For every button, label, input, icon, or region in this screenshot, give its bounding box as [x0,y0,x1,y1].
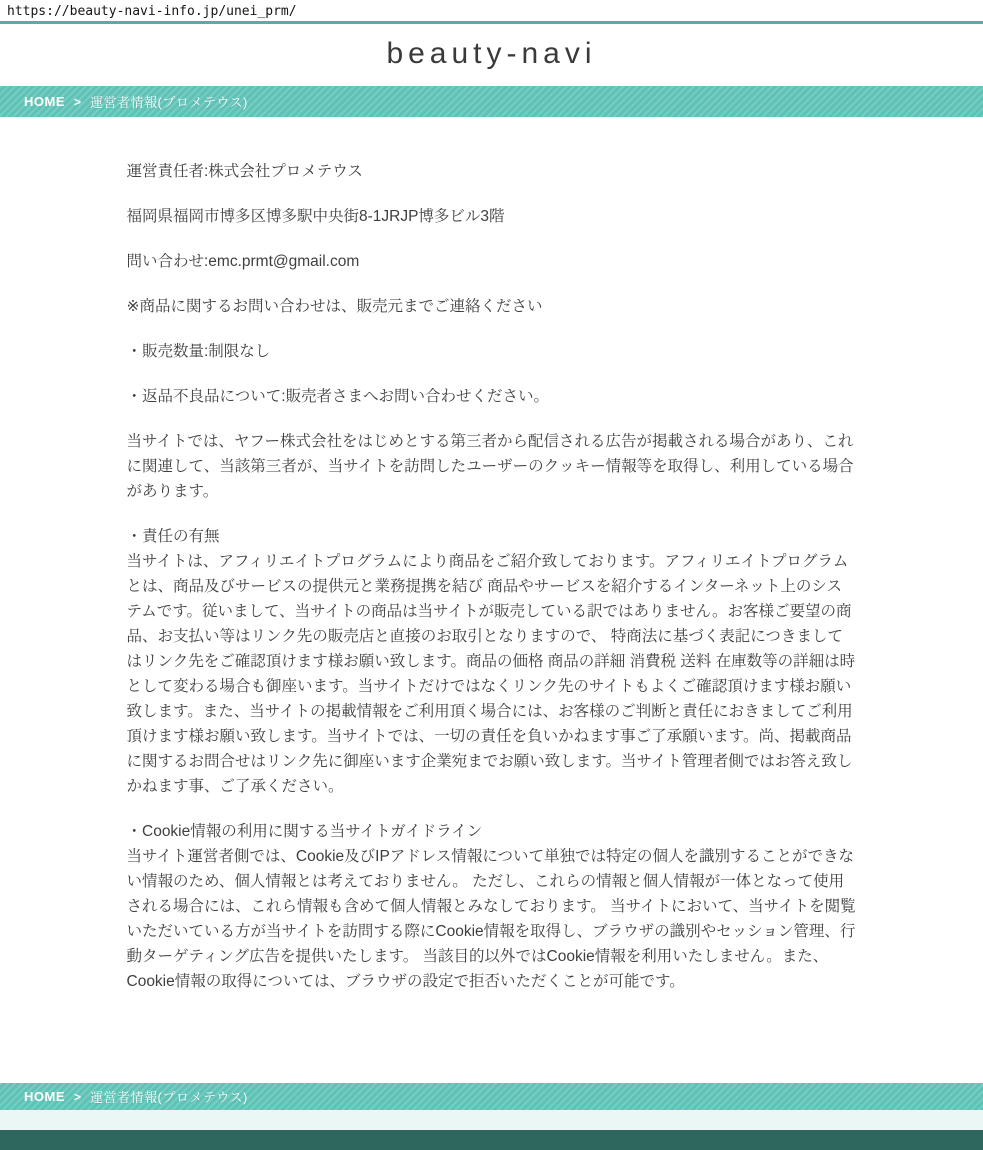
main-content [127,159,857,1014]
returns-line: ・返品不良品について:販売者さまへお問い合わせください。 [126,388,549,405]
cookie-body: 当サイト運営者側では、Cookie及びIPアドレス情報について単独では特定の個人を識別することができない情報のため、個人情報とは考えておりません。 ただし、これらの情報と個人情報が一体となって使用される場合には、これら情報も含めて個人情報とみなしております。 当サイトにおいて、当サイトを閲覧いただいている方が当サイトを訪問する際にCookie情報を取得し、ブラウザの識別やセッション管理、行動ターゲティング広告を提供いたします。 当該目的以外ではCookie情報を利用いたしません。また、Cookie情報の取得については、ブラウザの設定で拒否いただくことが可能です。 [126,848,856,990]
footer-bar [0,1130,983,1150]
footer-light-strip [0,1110,983,1130]
cookie-paragraph [127,819,857,994]
product-inquiry-note: ※商品に関するお問い合わせは、販売元までご連絡ください [126,298,543,315]
breadcrumb-bottom [0,1083,983,1110]
contact-line: 問い合わせ:emc.prmt@gmail.com [126,253,360,270]
liability-paragraph [127,524,857,799]
address-line: 福岡県福岡市博多区博多駅中央街8-1JRJP博多ビル3階 [126,208,505,225]
operator-line: 運営責任者:株式会社プロメテウス [126,163,363,180]
breadcrumb-separator-icon: > [74,94,82,109]
liability-body: 当サイトは、アフィリエイトプログラムにより商品をご紹介致しております。アフィリエイトプログラムとは、商品及びサービスの提供元と業務提携を結び 商品やサービスを紹介するインターネット上のシステムです。従いまして、当サイトの商品は当サイトが販売している訳ではありません。お客様ご要望の商品、お支払い等はリンク先の販売店と直接のお取引となりますので、 特商法に基づく表記につきましてはリンク先をご確認頂けます様お願い致します。商品の価格 商品の詳細 消費税 送料 在庫数等の詳細は時として変わる場合も御座います。当サイトだけではなくリンク先のサイトもよくご確認頂けます様お願い致します。また、当サイトの掲載情報をご利用頂く場合には、お客様のご判断と責任におきましてご利用頂けます様お願い致します。当サイトでは、一切の責任を負いかねます事ご了承願います。尚、掲載商品に関するお問合せはリンク先に御座います企業宛までお願い致します。当サイト管理者側ではお答え致しかねます事、ご了承ください。 [126,553,856,795]
breadcrumb-home-link[interactable]: HOME [24,1089,65,1104]
breadcrumb-separator-icon: > [74,1089,82,1104]
breadcrumb-current: 運営者情報(プロメテウス) [90,95,248,110]
cookie-heading: ・Cookie情報の利用に関する当サイトガイドライン [126,823,483,840]
site-header [0,24,983,86]
breadcrumb-top [0,86,983,117]
ads-paragraph: 当サイトでは、ヤフー株式会社をはじめとする第三者から配信される広告が掲載される場合があり、これに関連して、当該第三者が、当サイトを訪問したユーザーのクッキー情報等を取得し、利用している場合があります。 [126,433,854,500]
breadcrumb-current: 運営者情報(プロメテウス) [90,1090,248,1105]
liability-heading: ・責任の有無 [126,528,220,545]
breadcrumb-home-link[interactable]: HOME [24,94,65,109]
content-footer-gap [0,1014,983,1083]
page-url: https://beauty-navi-info.jp/unei_prm/ [7,4,297,19]
sales-quantity-line: ・販売数量:制限なし [126,343,271,360]
site-title: beauty-navi [386,37,597,70]
